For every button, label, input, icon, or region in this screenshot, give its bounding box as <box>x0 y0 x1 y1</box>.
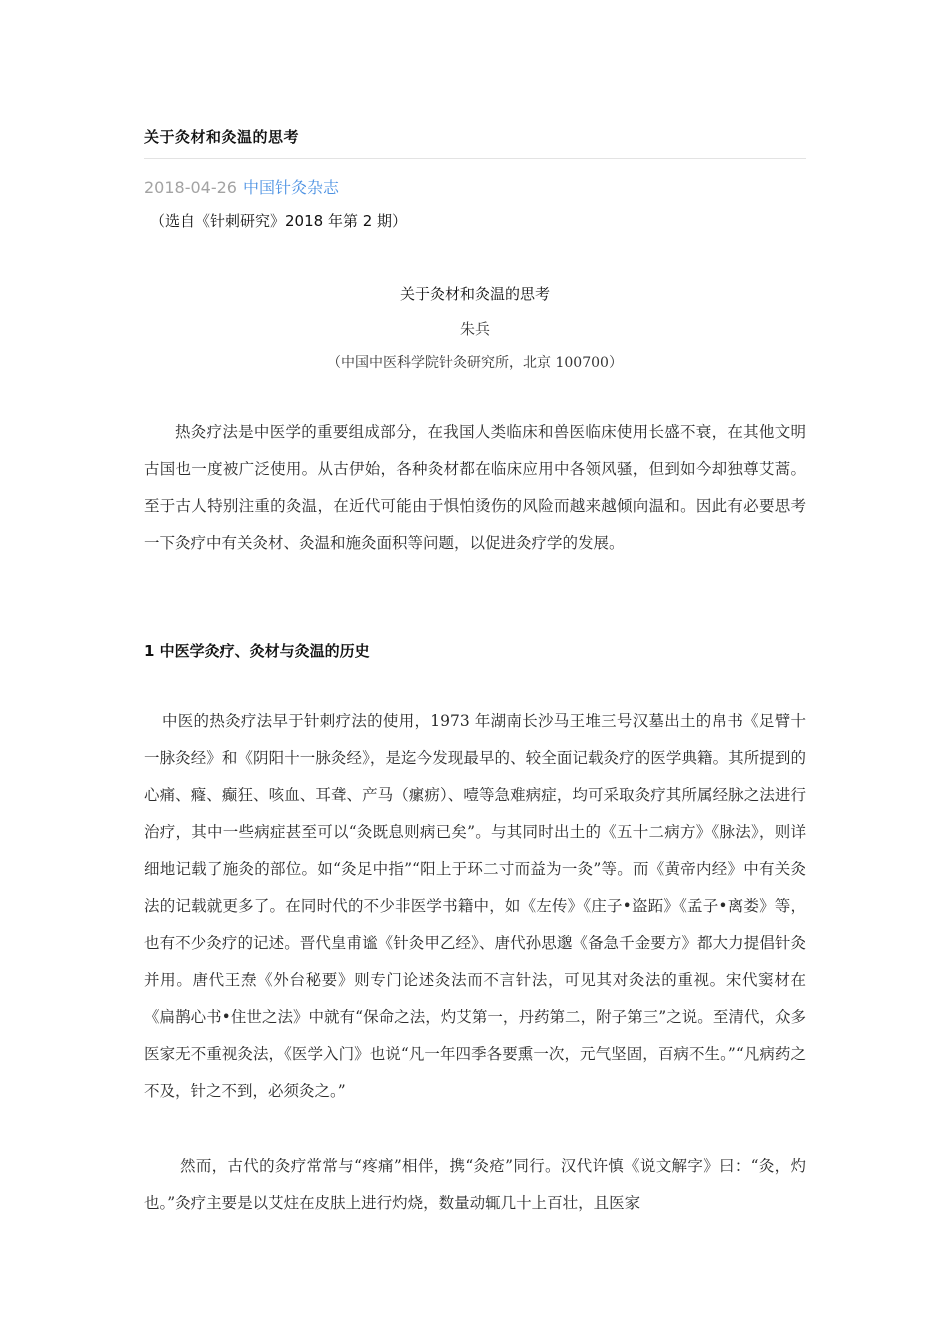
post-meta <box>144 175 339 198</box>
post-date: 2018-04-26 <box>144 178 237 197</box>
section-heading: 1 中医学灸疗、灸材与灸温的历史 <box>144 642 370 660</box>
title-divider <box>144 158 806 159</box>
paragraph-history: 中医的热灸疗法早于针刺疗法的使用，1973 年湖南长沙马王堆三号汉墓出土的帛书《足臂十一脉灸经》和《阴阳十一脉灸经》，是迄今发现最早的、较全面记载灸疗的医学典籍。其所提到的心痛、癃、癫狂、咳血、耳聋、产马（瘰疬）、噎等急难病症，均可采取灸疗其所属经脉之法进行治疗，其中一些病症甚至可以“灸既息则病已矣”。与其同时出土的《五十二病方》《脉法》，则详细地记载了施灸的部位。如“灸足中指”“阳上于环二寸而益为一灸”等。而《黄帝内经》中有关灸法的记载就更多了。在同时代的不少非医学书籍中，如《左传》《庄子•盗跖》《孟子•离娄》等，也有不少灸疗的记述。晋代皇甫谧《针灸甲乙经》、唐代孙思邈《备急千金要方》都大力提倡针灸并用。唐代王焘《外台秘要》则专门论述灸法而不言针法，可见其对灸法的重视。宋代窦材在《扁鹊心书•住世之法》中就有“保命之法，灼艾第一，丹药第二，附子第三”之说。至清代，众多医家无不重视灸法，《医学入门》也说“凡一年四季各要熏一次，元气坚固，百病不生。”“凡病药之不及，针之不到，必须灸之。” <box>144 712 806 1100</box>
source-link[interactable]: 中国针灸杂志 <box>242 178 339 197</box>
article-affiliation: （中国中医科学院针灸研究所，北京 100700） <box>327 355 623 371</box>
paragraph-intro: 热灸疗法是中医学的重要组成部分，在我国人类临床和兽医临床使用长盛不衰，在其他文明古国也一度被广泛使用。从古伊始，各种灸材都在临床应用中各领风骚，但到如今却独尊艾蒿。至于古人特别注重的灸温，在近代可能由于惧怕烫伤的风险而越来越倾向温和。因此有必要思考一下灸疗中有关灸材、灸温和施灸面积等问题，以促进灸疗学的发展。 <box>144 423 806 552</box>
excerpt-note: （选自《针刺研究》2018 年第 2 期） <box>150 212 408 230</box>
post-title: 关于灸材和灸温的思考 <box>144 128 300 146</box>
article-title: 关于灸材和灸温的思考 <box>399 285 550 303</box>
article-author: 朱兵 <box>459 320 490 338</box>
paragraph-continuation: 然而，古代的灸疗常常与“疼痛”相伴，携“灸疮”同行。汉代许慎《说文解字》曰：“灸，灼也。”灸疗主要是以艾炷在皮肤上进行灼烧，数量动辄几十上百壮，且医家 <box>144 1157 806 1212</box>
